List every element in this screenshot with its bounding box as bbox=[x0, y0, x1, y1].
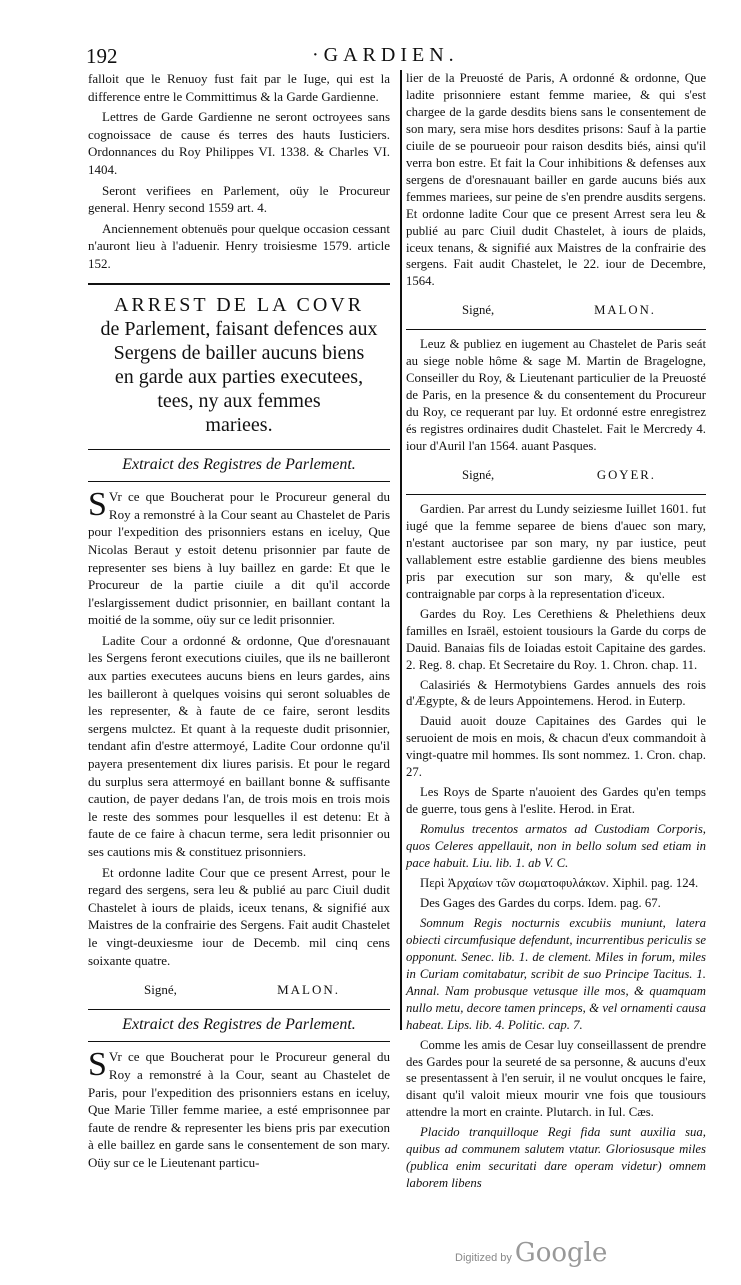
paragraph: Les Roys de Sparte n'auoient des Gardes qu'en temps de guerre, tous gens à l'eslite. Herod. in Erat. bbox=[406, 785, 706, 817]
latin-quote: Placido tranquilloque Regi fida sunt auxilia sua, quibus ad communem salutem vtatur. Gloriosusque miles (publica enim securitati dare operam videtur) omnem laborem libens bbox=[406, 1125, 706, 1191]
page-number: 192 bbox=[86, 44, 118, 68]
drop-cap: S bbox=[88, 486, 107, 524]
paragraph: Et ordonne ladite Cour que ce present Arrest, pour le regard des sergens, sera leu & publié au parc Ciuil dudit Chastelet à iours de plaids, iceux tenans, & signifié aux Maistres de la confrairie des Sergens. Fait audit Chastelet le vingt-deuxiesme iour de Decemb. mil cinq cens soixante quatre. bbox=[88, 864, 390, 968]
rule bbox=[406, 494, 706, 495]
paragraph: Calasiriés & Hermotybiens Gardes annuels des rois d'Ægypte, & de leurs Appointemens. Herod. in Euterp. bbox=[406, 677, 706, 709]
paragraph: Lettres de Garde Gardienne ne seront octroyees sans cognoissace de cause és terres des hauts Iusticiers. Ordonnances du Roy Philippes VI. 1338. & Charles VI. 1404. bbox=[88, 109, 390, 177]
paragraph: Anciennement obtenuës pour quelque occasion cessant n'auront lieu à l'aduenir. Henry troisiesme 1579. article 152. bbox=[88, 220, 390, 271]
rule bbox=[88, 449, 390, 450]
rule bbox=[88, 481, 390, 482]
paragraph: lier de la Preuosté de Paris, A ordonné & ordonne, Que ladite prisonniere estant femme mariee, & qui s'est chargee de la garde desdits biens sans le consentement de son mary, sera mise hors desdites prisons: Sauf à la partie ciuile de se pourueoir pour raison desdits biés, ainsi qu'il verra bon estre. Et fait la Cour inhibitions & defenses aux sergens de d'oresnauant bailler en garde aucuns biés aux femmes mariees, sur peine de s'en prendre ausdits sergens. Et ordonne ladite Cour que ce present Arrest sera leu & publié au parc Ciuil dudit Chastelet, à iours de plaids, iceux tenans, & signifié aux Maistres de la confrairie des sergens. Fait audit Chastelet, le 22. iour de Decembre, 1564. bbox=[406, 71, 706, 289]
greek-reference: Περὶ Ἀρχαίων τῶν σωματοφυλάκων. Xiphil. pag. 124. bbox=[420, 875, 699, 890]
paragraph: S Vr ce que Boucherat pour le Procureur general du Roy a remonstré à la Cour seant au Chastelet de Paris pour l'expedition des prisonniers estans en iceluy, Que Nicolas Beraut y estoit detenu prisonnier par faute de representer ses biens à luy baillez en garde: Et que le Procureur de la partie ciuile a dit qu'il accorde l'eslargissement dudict prisonnier, en baillant contant la moitié de la somme, oüy sur ce ledit prisonnier. bbox=[88, 486, 390, 628]
paragraph: Dauid auoit douze Capitaines des Gardes qui le seruoient de mois en mois, & chacun d'eux commandoit à vingt-quatre mil hommes. Ils sont nommez. 1. Cron. chap. 27. bbox=[406, 714, 706, 780]
latin-quote: Romulus trecentos armatos ad Custodiam Corporis, quos Celeres appellauit, non in bello solum sed etiam in pace habuit. Liu. lib. 1. ab V. C. bbox=[406, 822, 706, 871]
left-column bbox=[88, 70, 390, 1175]
paragraph: Des Gages des Gardes du corps. Idem. pag. 67. bbox=[420, 895, 661, 910]
signature: Signé, MALON. bbox=[144, 982, 340, 998]
arrest-heading: ARREST DE LA COVR de Parlement, faisant defences aux Sergens de bailler aucuns biens en garde aux parties executees, tees, ny aux femmes mariees. bbox=[100, 293, 378, 436]
rule bbox=[88, 1041, 390, 1042]
paragraph: Leuz & publiez en iugement au Chastelet de Paris seát au siege noble hôme & sage M. Martin de Bragelogne, Conseiller du Roy, & Lieutenant particulier de la Preuosté de Paris, en la presence & du consentement du Procureur du Roy, ce requerant par luy. Et ordonné estre enregistrez és registres ordinaires dudit Chastelet. Fait le Mercredy 4. iour d'Auril l'an 1564. auant Pasques. bbox=[406, 337, 706, 454]
paragraph: Comme les amis de Cesar luy conseillassent de prendre des Gardes pour la seureté de sa personne, & aucuns d'eux se presentassent à l'en seruir, il ne voulut oncques le faire, disant qu'il valoit mieux mourir vne fois que tousiours attendre la mort en crainte. Plutarch. in Iul. Cæs. bbox=[406, 1037, 706, 1120]
drop-cap: S bbox=[88, 1046, 107, 1084]
paragraph: Gardes du Roy. Les Cerethiens & Phelethiens deux familles en Israël, estoient tousiours la Garde du corps de Dauid. Banaias fils de Ioiadas estoit Capitaine des gardes. 2. Reg. 8. chap. Et Secretaire du Roy. 1. Chron. chap. 11. bbox=[406, 606, 706, 672]
signature: Signé, MALON. bbox=[462, 303, 656, 318]
signature: Signé, GOYER. bbox=[462, 468, 656, 483]
google-logo: Google bbox=[514, 1238, 608, 1268]
latin-quote: Somnum Regis nocturnis excubiis muniunt, latera obiecti circumfusique defendunt, incurrentibus periculis se opponunt. Senec. lib. 1. de clement. Miles in forum, miles in Curiam comitabatur, scribit de suo Principe Tacitus. 1. Annal. Nam probusque vetusque ille mos, & quamquam nullo metu, decore tamen princeps, & vel ornamenti causa habeat. Lips. lib. 4. Politic. cap. 7. bbox=[406, 915, 706, 1032]
right-column bbox=[406, 70, 706, 1195]
digitized-watermark: Digitized by Google bbox=[455, 1238, 608, 1268]
paragraph: falloit que le Renuoy fust fait par le Iuge, qui est la difference entre le Committimus & la Garde Gardienne. bbox=[88, 71, 390, 104]
column-divider bbox=[400, 70, 402, 1030]
page-header bbox=[0, 44, 741, 68]
running-title: ·GARDIEN. bbox=[312, 44, 459, 66]
paragraph: Seront verifiees en Parlement, oüy le Procureur general. Henry second 1559 art. 4. bbox=[88, 182, 390, 216]
paragraph: Gardien. Par arrest du Lundy seiziesme Iuillet 1601. fut iugé que la femme separee de biens d'auec son mary, n'estant auctorisee par son mary, ny par iustice, peut vallablement estre establie gardienne des biens meubles pris par execution sur son mary, & qu'elle est contraignable par corps à la representation d'iceux. bbox=[406, 501, 706, 601]
paragraph: Ladite Cour a ordonné & ordonne, Que d'oresnauant les Sergens feront executions ciuiles, que ils ne bailleront aux parties executees aucuns biens en leurs gardes, ains les bailleront à quelques voisins qui seront soluables de les representer, & à faute de ce faire, seront lesdits sergens mulctez. Et quant à la requeste dudit prisonnier, tendant afin d'estre attermoyé, Ladite Cour ordonne qu'il payera presentement dix liures parisis. Et pour le regard du surplus sera attermoyé en baillant bonne & suffisante caution, de payer dedans l'an, de trois mois en trois mois le reste des sommes pour lesquelles il est detenu: Et à faute de ce faire à chacun terme, sera ledit prisonnier ou ses cautions mis & constituez prisonniers. bbox=[88, 632, 390, 859]
paragraph: S Vr ce que Boucherat pour le Procureur general du Roy a remonstré à la Cour, seant au Chastelet de Paris, pour l'expedition des prisonniers estans en iceluy, Que Marie Tiller femme mariee, a esté emprisonnee par faute de rendre & representer les biens pris par execution à elle baillez en garde sans le consentement de son mary. Oüy sur ce le Lieutenant particu- bbox=[88, 1046, 390, 1170]
extrait-heading: Extraict des Registres de Parlement. bbox=[122, 455, 356, 473]
rule bbox=[406, 329, 706, 330]
extrait-heading: Extraict des Registres de Parlement. bbox=[122, 1015, 356, 1033]
section-rule bbox=[88, 283, 390, 285]
rule bbox=[88, 1009, 390, 1010]
